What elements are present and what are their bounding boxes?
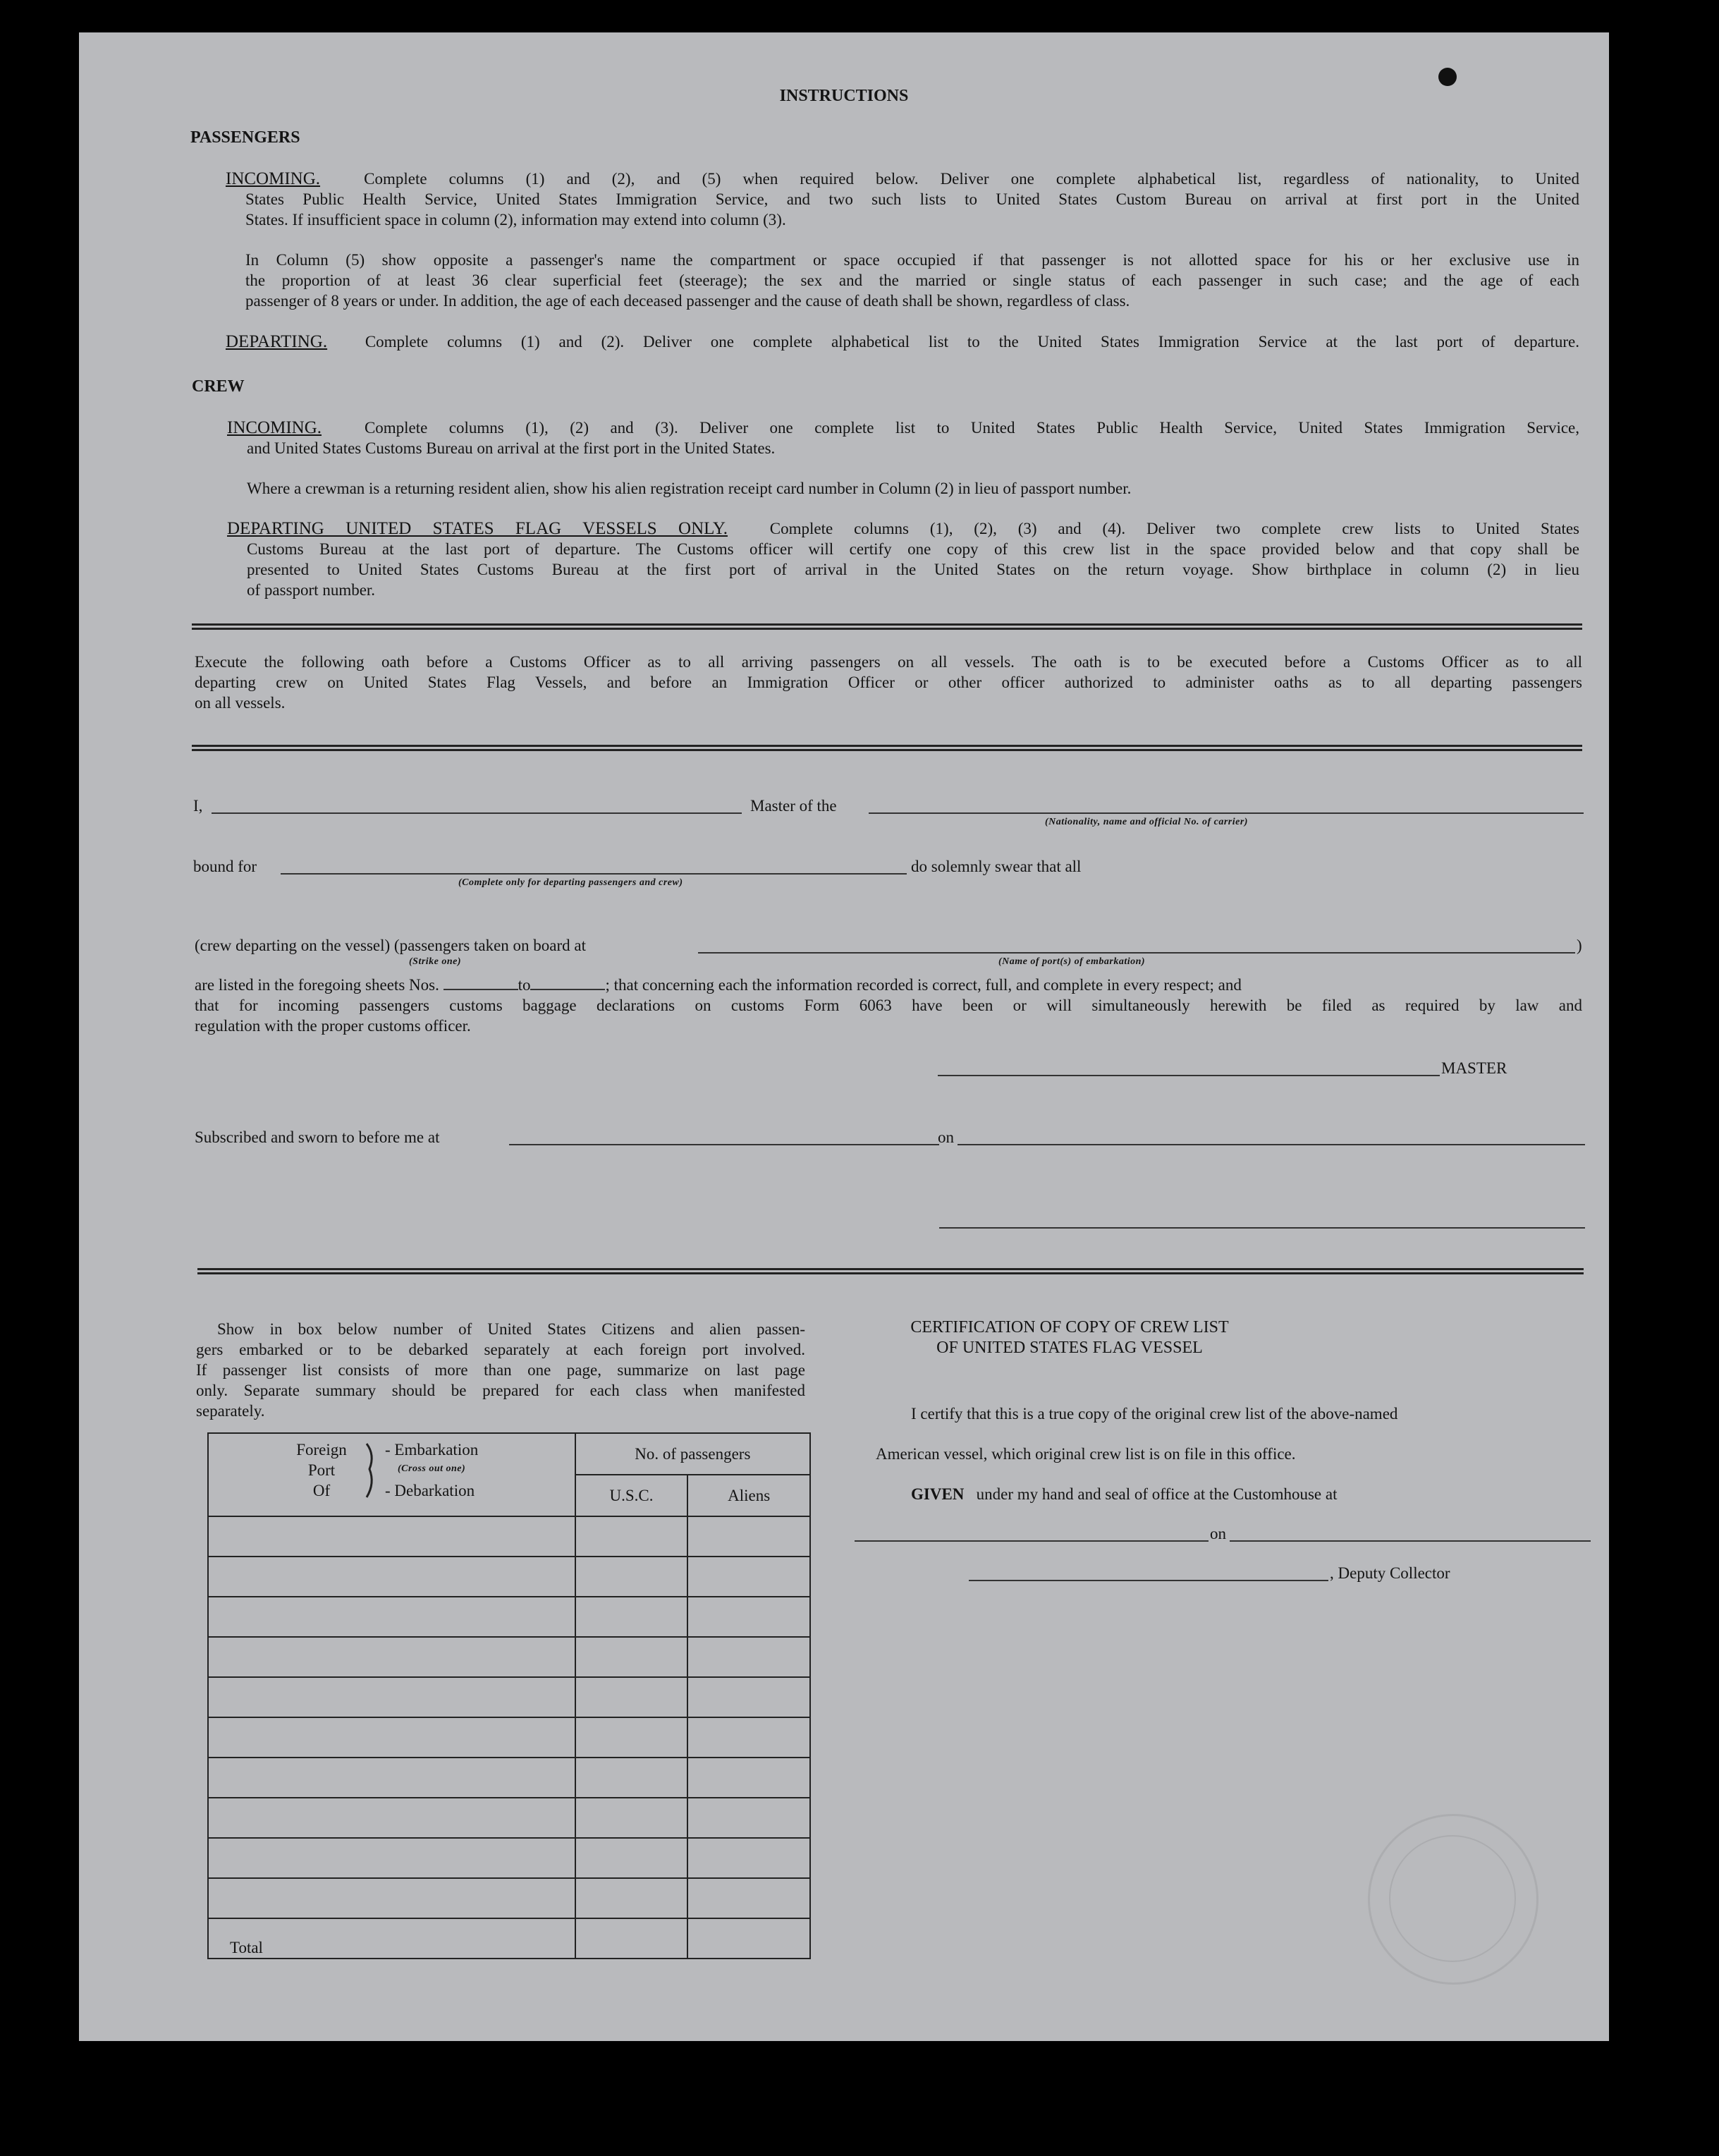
- port-cell[interactable]: [208, 1758, 575, 1798]
- deputy-collector-label: , Deputy Collector: [1330, 1564, 1450, 1582]
- crew-departing-text: Complete columns (1), (2), (3) and (4). Deliver two complete crew lists to United States: [769, 520, 1579, 537]
- certification-line1: I certify that this is a true copy of the original crew list of the above-named: [911, 1405, 1398, 1423]
- port-cell[interactable]: [208, 1637, 575, 1677]
- ink-blot: [1438, 68, 1457, 86]
- bound-for-label: bound for: [193, 858, 257, 875]
- usc-cell[interactable]: [575, 1637, 688, 1677]
- port-cell[interactable]: [208, 1798, 575, 1838]
- table-row: [208, 1758, 810, 1798]
- nationality-caption: (Nationality, name and official No. of carrier): [1045, 817, 1248, 827]
- deputy-signature-field[interactable]: [969, 1580, 1328, 1581]
- certification-date-field[interactable]: [1230, 1540, 1591, 1542]
- section-divider: [192, 623, 1582, 630]
- listed-line3: regulation with the proper customs officer.: [195, 1017, 471, 1035]
- master-label: MASTER: [1441, 1059, 1507, 1077]
- section-divider: [192, 745, 1582, 751]
- solemnly-swear-label: do solemnly swear that all: [911, 858, 1082, 875]
- crew-departing-label: DEPARTING UNITED STATES FLAG VESSELS ONLY.: [227, 519, 728, 538]
- close-paren: ): [1577, 937, 1582, 954]
- port-cell[interactable]: [208, 1878, 575, 1918]
- crew-incoming-line1: [227, 418, 1579, 438]
- section-divider: [197, 1268, 1584, 1274]
- sworn-date-field[interactable]: [958, 1144, 1585, 1145]
- passengers-incoming-label: INCOMING.: [226, 169, 321, 188]
- passenger-summary-table: [207, 1432, 811, 1959]
- crew-heading: CREW: [192, 377, 245, 396]
- officer-signature-field[interactable]: [939, 1227, 1585, 1229]
- complete-only-caption: (Complete only for departing passengers and crew): [458, 877, 683, 888]
- aliens-cell[interactable]: [687, 1838, 810, 1878]
- table-row: [208, 1838, 810, 1878]
- embossed-seal-inner: [1389, 1835, 1516, 1962]
- crew-incoming-text: Complete columns (1), (2) and (3). Deliver one complete list to United States Public Health Service, United States Immigration Service,: [364, 419, 1580, 437]
- listed-post: ; that concerning each the information recorded is correct, full, and complete in every respect; and: [605, 976, 1242, 994]
- table-row: [208, 1677, 810, 1717]
- summary-line5: separately.: [196, 1402, 265, 1420]
- usc-header: U.S.C.: [575, 1475, 688, 1516]
- certification-on-label: on: [1210, 1525, 1226, 1542]
- total-label: Total: [208, 1918, 575, 1959]
- aliens-cell[interactable]: [687, 1557, 810, 1597]
- debarkation-label: - Debarkation: [385, 1482, 475, 1499]
- passengers-incoming-text: Complete columns (1) and (2), and (5) when required below. Deliver one complete alphabetical list, regardless of nationality, to United: [364, 170, 1579, 188]
- brace-icon: [362, 1441, 378, 1500]
- port-cell[interactable]: [208, 1677, 575, 1717]
- given-text: under my hand and seal of office at the Customhouse at: [976, 1485, 1338, 1503]
- aliens-cell[interactable]: [687, 1597, 810, 1637]
- cross-out-caption: (Cross out one): [398, 1463, 466, 1474]
- aliens-cell[interactable]: [687, 1758, 810, 1798]
- sworn-on-label: on: [938, 1128, 954, 1146]
- crew-departing-line3: presented to United States Customs Bureau at the first port of arrival in the United States on the return voyage. Show birthplace in column (2) in lieu: [247, 561, 1579, 578]
- listed-line2: that for incoming passengers customs baggage declarations on customs Form 6063 have been or will simultaneously herewith be filed as required by law and: [195, 997, 1582, 1014]
- usc-total-cell[interactable]: [575, 1918, 688, 1959]
- given-label: GIVEN: [911, 1485, 965, 1503]
- oath-intro-line3: on all vessels.: [195, 694, 286, 712]
- certification-title-line2: OF UNITED STATES FLAG VESSEL: [936, 1339, 1203, 1357]
- port-cell[interactable]: [208, 1597, 575, 1637]
- aliens-cell[interactable]: [687, 1798, 810, 1838]
- table-row: [208, 1878, 810, 1918]
- summary-line4: only. Separate summary should be prepared for each class when manifested: [196, 1382, 805, 1399]
- oath-intro-line1: Execute the following oath before a Customs Officer as to all arriving passengers on all vessels. The oath is to be executed before a Customs Officer as to all: [195, 653, 1582, 671]
- aliens-total-cell[interactable]: [687, 1918, 810, 1959]
- port-label: Port: [307, 1461, 336, 1479]
- crew-incoming-label: INCOMING.: [227, 418, 322, 437]
- crew-passengers-label: (crew departing on the vessel) (passengers taken on board at: [195, 937, 586, 954]
- passengers-incoming-line2: States Public Health Service, United States Immigration Service, and two such lists to United States Custom Bureau on arrival at first port in the United: [245, 190, 1579, 208]
- passengers-col5-line3: passenger of 8 years or under. In addition, the age of each deceased passenger and the cause of death shall be shown, regardless of class.: [245, 292, 1130, 310]
- passengers-heading: PASSENGERS: [190, 128, 300, 147]
- usc-cell[interactable]: [575, 1516, 688, 1557]
- aliens-header: Aliens: [687, 1475, 810, 1516]
- of-label: Of: [312, 1482, 331, 1499]
- crew-incoming-line2: and United States Customs Bureau on arrival at the first port in the United States.: [247, 439, 776, 457]
- listed-pre: are listed in the foregoing sheets Nos.: [195, 976, 439, 994]
- passengers-col5-line2: the proportion of at least 36 clear superficial feet (steerage); the sex and the married or single status of each passenger in such case; and the age of each: [245, 272, 1579, 289]
- table-row: [208, 1557, 810, 1597]
- usc-cell[interactable]: [575, 1838, 688, 1878]
- usc-cell[interactable]: [575, 1758, 688, 1798]
- destination-field[interactable]: [281, 873, 907, 875]
- no-passengers-header: No. of passengers: [575, 1433, 810, 1475]
- table-row: [208, 1637, 810, 1677]
- usc-cell[interactable]: [575, 1557, 688, 1597]
- sheet-from-field[interactable]: [443, 976, 518, 990]
- table-row: [208, 1798, 810, 1838]
- listed-to: to: [518, 976, 531, 994]
- listed-line1: [195, 975, 1582, 995]
- crew-resident-text: Where a crewman is a returning resident alien, show his alien registration receipt card number in Column (2) in lieu of passport number.: [247, 480, 1132, 497]
- passengers-incoming-line3: States. If insufficient space in column (2), information may extend into column (3).: [245, 211, 786, 229]
- usc-cell[interactable]: [575, 1677, 688, 1717]
- sworn-place-field[interactable]: [509, 1144, 939, 1145]
- vessel-name-field[interactable]: [869, 812, 1584, 814]
- total-row: [208, 1918, 810, 1959]
- oath-i-label: I,: [193, 797, 203, 815]
- summary-line3: If passenger list consists of more than one page, summarize on last page: [196, 1361, 805, 1379]
- aliens-cell[interactable]: [687, 1677, 810, 1717]
- ports-caption: (Name of port(s) of embarkation): [998, 956, 1146, 967]
- aliens-cell[interactable]: [687, 1717, 810, 1758]
- table-row: [208, 1597, 810, 1637]
- subscribed-label: Subscribed and sworn to before me at: [195, 1128, 440, 1146]
- embarkation-label: - Embarkation: [385, 1441, 479, 1458]
- summary-line1: Show in box below number of United States Citizens and alien passen-: [217, 1320, 805, 1338]
- aliens-cell[interactable]: [687, 1878, 810, 1918]
- usc-cell[interactable]: [575, 1597, 688, 1637]
- aliens-cell[interactable]: [687, 1637, 810, 1677]
- certification-title-line1: CERTIFICATION OF COPY OF CREW LIST: [910, 1318, 1229, 1336]
- master-signature-field[interactable]: [938, 1075, 1440, 1076]
- page-title: INSTRUCTIONS: [779, 87, 909, 105]
- passengers-departing-label: DEPARTING.: [226, 332, 328, 351]
- crew-departing-line4: of passport number.: [247, 581, 376, 599]
- oath-intro-line2: departing crew on United States Flag Vessels, and before an Immigration Officer or other officer authorized to administer oaths as to all departing passengers: [195, 674, 1582, 691]
- aliens-cell[interactable]: [687, 1516, 810, 1557]
- usc-cell[interactable]: [575, 1798, 688, 1838]
- certification-given-line: [911, 1484, 1338, 1504]
- document-page: [79, 32, 1609, 2041]
- port-header-cell: [208, 1433, 575, 1516]
- summary-line2: gers embarked or to be debarked separately at each foreign port involved.: [196, 1341, 805, 1358]
- master-name-field[interactable]: [212, 812, 742, 814]
- table-row: [208, 1516, 810, 1557]
- usc-cell[interactable]: [575, 1717, 688, 1758]
- passengers-col5-line1: In Column (5) show opposite a passenger's name the compartment or space occupied if that passenger is not allotted space for his or her exclusive use in: [245, 251, 1579, 269]
- crew-departing-line1: [227, 518, 1579, 539]
- foreign-label: Foreign: [296, 1441, 347, 1458]
- embarkation-ports-field[interactable]: [698, 952, 1575, 954]
- port-cell[interactable]: [208, 1838, 575, 1878]
- sheet-to-field[interactable]: [530, 976, 605, 990]
- certification-line2: American vessel, which original crew list is on file in this office.: [876, 1445, 1296, 1463]
- port-cell[interactable]: [208, 1516, 575, 1557]
- customhouse-field[interactable]: [855, 1540, 1209, 1542]
- strike-one-caption: (Strike one): [409, 956, 462, 967]
- table-row: [208, 1717, 810, 1758]
- port-cell[interactable]: [208, 1717, 575, 1758]
- passengers-departing-line: [226, 331, 1579, 352]
- master-of-the-label: Master of the: [750, 797, 837, 815]
- passengers-incoming-line1: [226, 169, 1579, 189]
- port-cell[interactable]: [208, 1557, 575, 1597]
- crew-departing-line2: Customs Bureau at the last port of departure. The Customs officer will certify one copy of this crew list in the space provided below and that copy shall be: [247, 540, 1579, 558]
- usc-cell[interactable]: [575, 1878, 688, 1918]
- passengers-departing-text: Complete columns (1) and (2). Deliver one complete alphabetical list to the United States Immigration Service at the last port of departure.: [365, 333, 1580, 351]
